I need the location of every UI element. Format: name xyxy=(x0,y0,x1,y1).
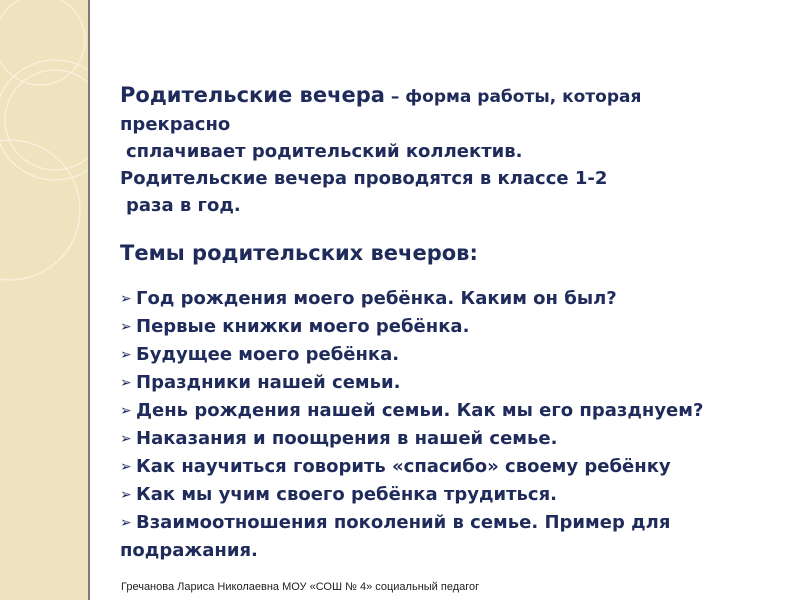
intro-line-4: Родительские вечера проводятся в классе 1-2 xyxy=(120,168,608,189)
topic-text: Как научиться говорить «спасибо» своему ребёнку xyxy=(136,456,671,477)
arrow-bullet-icon: ➢ xyxy=(120,291,132,307)
topic-item xyxy=(120,313,800,341)
arrow-bullet-icon: ➢ xyxy=(120,515,132,531)
footer-author: Гречанова Лариса Николаевна МОУ «СОШ № 4» социальный педагог xyxy=(121,581,480,593)
topic-item xyxy=(120,481,800,509)
intro-line-2: прекрасно xyxy=(120,114,231,135)
topic-item xyxy=(120,341,800,369)
topic-item xyxy=(120,285,800,313)
arrow-bullet-icon: ➢ xyxy=(120,375,132,391)
topic-text: Первые книжки моего ребёнка. xyxy=(136,316,470,337)
topic-item xyxy=(120,397,800,425)
slide-content xyxy=(120,82,800,564)
topic-text: День рождения нашей семьи. Как мы его празднуем? xyxy=(136,400,704,421)
arrow-bullet-icon: ➢ xyxy=(120,319,132,335)
side-divider xyxy=(88,0,90,600)
intro-line-5: раза в год. xyxy=(126,195,241,216)
arrow-bullet-icon: ➢ xyxy=(120,347,132,363)
topic-text: Праздники нашей семьи. xyxy=(136,372,401,393)
topic-item xyxy=(120,425,800,453)
topic-text: Как мы учим своего ребёнка трудиться. xyxy=(136,484,557,505)
decorative-circles-graphic xyxy=(0,0,88,600)
arrow-bullet-icon: ➢ xyxy=(120,431,132,447)
intro-definition: – форма работы, которая xyxy=(384,87,642,107)
topic-item xyxy=(120,453,800,481)
topics-heading: Темы родительских вечеров: xyxy=(120,241,478,265)
intro-line-1 xyxy=(120,82,800,111)
decorative-side-panel xyxy=(0,0,88,600)
topic-text: Взаимоотношения поколений в семье. Пример для подражания. xyxy=(120,512,671,561)
topics-list xyxy=(120,285,800,564)
topic-item xyxy=(120,509,800,564)
intro-line-3: сплачивает родительский коллектив. xyxy=(126,141,523,162)
topic-text: Год рождения моего ребёнка. Каким он был? xyxy=(136,288,617,309)
topic-item xyxy=(120,369,800,397)
topic-text: Будущее моего ребёнка. xyxy=(136,344,400,365)
arrow-bullet-icon: ➢ xyxy=(120,459,132,475)
arrow-bullet-icon: ➢ xyxy=(120,403,132,419)
topic-text: Наказания и поощрения в нашей семье. xyxy=(136,428,558,449)
arrow-bullet-icon: ➢ xyxy=(120,487,132,503)
intro-title: Родительские вечера xyxy=(120,83,385,107)
spacer xyxy=(120,219,800,240)
